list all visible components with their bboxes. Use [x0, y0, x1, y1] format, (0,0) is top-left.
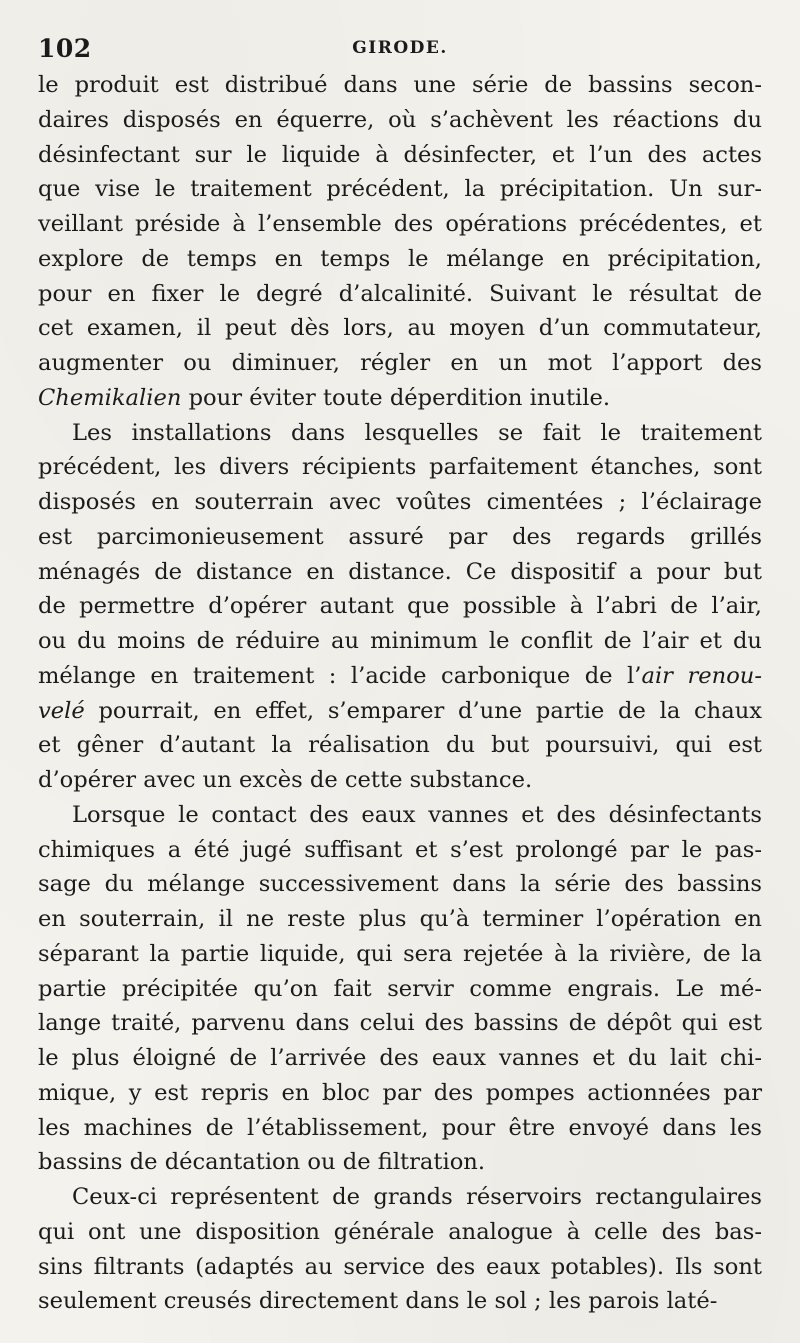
text-run: que vise le traitement précédent, la précipitation. Un sur-: [38, 176, 762, 203]
text-run: pourrait, en effet, s’emparer d’une partie de la chaux: [84, 697, 762, 724]
text-run: lange traité, parvenu dans celui des bassins de dépôt qui est: [38, 1010, 762, 1037]
text-line: [38, 728, 762, 763]
text-line: [38, 798, 762, 833]
text-line: [38, 172, 762, 207]
text-run: mique, y est repris en bloc par des pompes actionnées par: [38, 1079, 762, 1106]
text-run: seulement creusés directement dans le sol ; les parois laté-: [38, 1288, 718, 1315]
text-line: [38, 624, 762, 659]
paragraph: [38, 1180, 762, 1319]
text-run: Ceux-ci représentent de grands réservoirs rectangulaires: [72, 1184, 762, 1210]
paragraph: [38, 798, 762, 1180]
text-run: Lorsque le contact des eaux vannes et des désinfectants: [72, 801, 762, 828]
text-line: [38, 1180, 762, 1215]
text-line: [38, 1111, 762, 1146]
text-run: veillant préside à l’ensemble des opérations précédentes, et: [38, 211, 762, 237]
text-run: d’opérer avec un excès de cette substance.: [38, 767, 533, 793]
running-head: [38, 28, 762, 68]
text-line: [38, 937, 762, 972]
text-line: [38, 902, 762, 937]
text-line: [38, 416, 762, 451]
text-run: et gêner d’autant la réalisation du but poursuivi, qui est: [38, 732, 762, 759]
text-run: pour éviter toute déperdition inutile.: [181, 384, 611, 411]
text-run: qui ont une disposition générale analogue à celle des bas-: [38, 1218, 762, 1245]
text-run: cet examen, il peut dès lors, au moyen d’un commutateur,: [38, 315, 762, 342]
text-line: [38, 68, 762, 103]
text-run: de permettre d’opérer autant que possible à l’abri de l’air,: [38, 593, 762, 620]
text-run: sins filtrants (adaptés au service des eaux potables). Ils sont: [38, 1253, 762, 1280]
text-line: [38, 207, 762, 242]
text-run: daires disposés en équerre, où s’achèvent les réactions du: [38, 106, 762, 133]
text-line: [38, 1076, 762, 1111]
text-line: [38, 242, 762, 277]
text-line: [38, 450, 762, 485]
text-run: bassins de décantation ou de filtration.: [38, 1149, 486, 1176]
text-run: séparant la partie liquide, qui sera rejetée à la rivière, de la: [38, 940, 762, 967]
text-line: [38, 867, 762, 902]
text-line: [38, 833, 762, 868]
text-line: [38, 520, 762, 555]
text-line: [38, 485, 762, 520]
text-line: [38, 763, 762, 798]
text-run: est parcimonieusement assuré par des regards grillés: [38, 523, 762, 550]
text-line: [38, 1041, 762, 1076]
text-line: [38, 589, 762, 624]
text-line: [38, 1006, 762, 1041]
page-number: 102: [38, 34, 92, 63]
text-run: augmenter ou diminuer, régler en un mot l’apport des: [38, 350, 762, 376]
text-line: [38, 381, 762, 416]
text-run: ménagés de distance en distance. Ce dispositif a pour but: [38, 558, 762, 585]
paragraph: [38, 416, 762, 798]
text-line: [38, 1215, 762, 1250]
text-run: chimiques a été jugé suffisant et s’est prolongé par le pas-: [38, 836, 762, 863]
paragraph: [38, 68, 762, 416]
italic-text: velé: [38, 697, 85, 724]
text-run: les machines de l’établissement, pour être envoyé dans les: [38, 1114, 762, 1141]
text-line: [38, 1145, 762, 1180]
text-run: le plus éloigné de l’arrivée des eaux vannes et du lait chi-: [38, 1045, 762, 1071]
text-run: partie précipitée qu’on fait servir comme engrais. Le mé-: [38, 975, 762, 1002]
text-run: explore de temps en temps le mélange en précipitation,: [38, 245, 762, 272]
text-line: [38, 659, 762, 694]
italic-text: air renou-: [641, 662, 762, 689]
text-line: [38, 346, 762, 381]
text-run: ou du moins de réduire au minimum le conflit de l’air et du: [38, 628, 762, 654]
text-line: [38, 1250, 762, 1285]
text-run: mélange en traitement : l’acide carbonique de l’: [38, 662, 642, 689]
text-run: en souterrain, il ne reste plus qu’à terminer l’opération en: [38, 906, 762, 932]
body-text: [38, 68, 762, 1319]
text-run: disposés en souterrain avec voûtes cimentées ; l’éclairage: [38, 489, 762, 515]
italic-text: Chemikalien: [38, 384, 182, 411]
running-title: GIRODE.: [352, 38, 448, 58]
text-line: [38, 311, 762, 346]
text-run: sage du mélange successivement dans la série des bassins: [38, 871, 762, 898]
text-run: précédent, les divers récipients parfaitement étanches, sont: [38, 454, 762, 481]
text-line: [38, 103, 762, 138]
text-run: désinfectant sur le liquide à désinfecter, et l’un des actes: [38, 141, 762, 168]
text-line: [38, 138, 762, 173]
text-run: pour en fixer le degré d’alcalinité. Suivant le résultat de: [38, 280, 762, 307]
text-line: [38, 972, 762, 1007]
text-line: [38, 555, 762, 590]
text-run: Les installations dans lesquelles se fait le traitement: [72, 419, 762, 446]
text-line: [38, 277, 762, 312]
text-line: [38, 1284, 762, 1319]
text-run: le produit est distribué dans une série de bassins secon-: [38, 72, 762, 98]
text-line: [38, 694, 762, 729]
